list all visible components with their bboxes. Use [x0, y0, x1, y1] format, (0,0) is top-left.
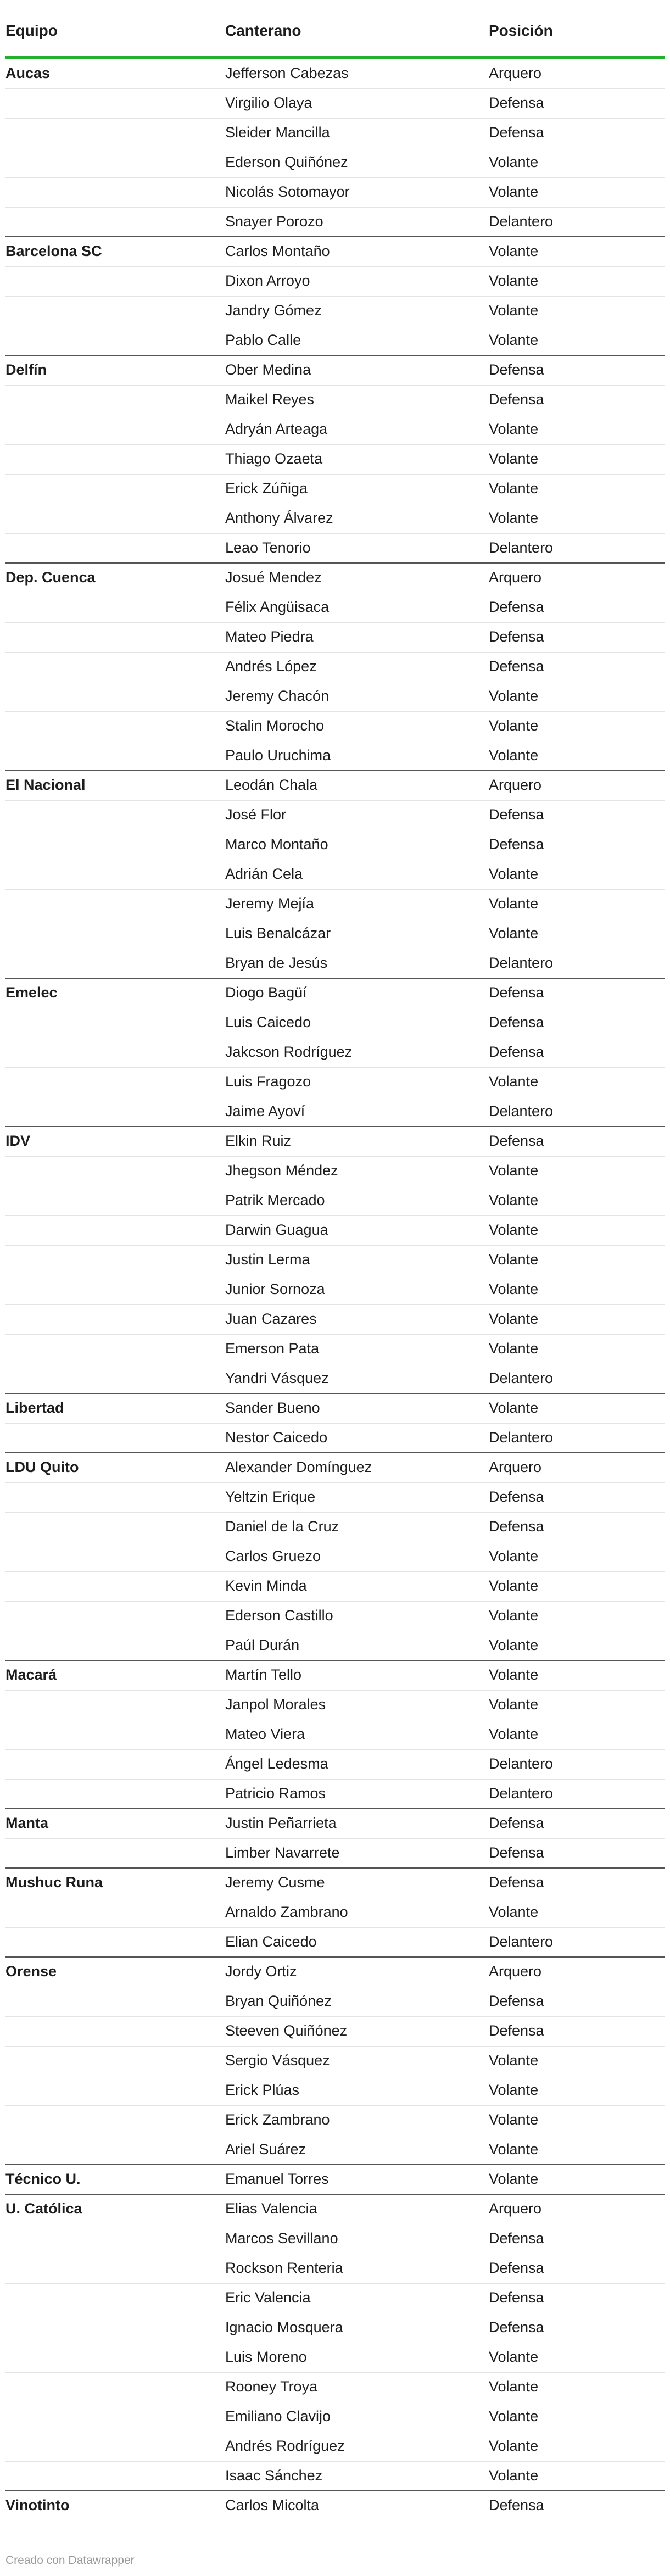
player-cell: Kevin Minda [225, 1577, 307, 1594]
table-row [5, 1542, 665, 1572]
position-cell: Arquero [489, 65, 542, 81]
position-cell: Defensa [489, 1815, 544, 1831]
position-cell: Defensa [489, 1133, 544, 1149]
position-cell: Delantero [489, 1755, 554, 1772]
table-row [5, 2195, 665, 2224]
player-cell: Carlos Micolta [225, 2497, 320, 2513]
player-cell: Jordy Ortiz [225, 1963, 297, 1980]
table-row [5, 1127, 665, 1157]
team-cell: Técnico U. [5, 2171, 81, 2187]
position-cell: Delantero [489, 955, 554, 971]
player-cell: Rooney Troya [225, 2378, 318, 2395]
table-row [5, 1869, 665, 1898]
table-row [5, 890, 665, 919]
player-cell: Paulo Uruchima [225, 747, 331, 763]
player-cell: Thiago Ozaeta [225, 450, 323, 467]
position-cell: Volante [489, 2438, 539, 2454]
table-row [5, 2017, 665, 2047]
position-cell: Volante [489, 895, 539, 912]
position-cell: Defensa [489, 806, 544, 823]
player-cell: Pablo Calle [225, 332, 302, 348]
table-row [5, 1839, 665, 1869]
position-cell: Defensa [489, 1044, 544, 1060]
position-cell: Defensa [489, 2230, 544, 2246]
table-row [5, 1572, 665, 1602]
team-cell: IDV [5, 1133, 31, 1149]
player-cell: Daniel de la Cruz [225, 1518, 339, 1535]
table-row [5, 1038, 665, 1068]
table-row [5, 2106, 665, 2135]
team-cell: Manta [5, 1815, 49, 1831]
table-row [5, 1958, 665, 1987]
player-cell: Ober Medina [225, 361, 311, 378]
player-cell: José Flor [225, 806, 287, 823]
table-row [5, 830, 665, 860]
header-posicion: Posición [489, 22, 553, 39]
position-cell: Volante [489, 2467, 539, 2484]
table-row [5, 1987, 665, 2017]
table-row [5, 2343, 665, 2373]
player-cell: Mateo Viera [225, 1726, 305, 1742]
table-row [5, 59, 665, 89]
player-cell: Bryan de Jesús [225, 955, 328, 971]
position-cell: Arquero [489, 1963, 542, 1980]
position-cell: Defensa [489, 94, 544, 111]
player-cell: Sander Bueno [225, 1399, 320, 1416]
position-cell: Volante [489, 1340, 539, 1357]
position-cell: Volante [489, 243, 539, 259]
table-row [5, 326, 665, 356]
footer-credit: Creado con Datawrapper [5, 2554, 135, 2567]
position-cell: Volante [489, 1399, 539, 1416]
table-row [5, 1216, 665, 1246]
position-cell: Defensa [489, 1488, 544, 1505]
player-cell: Jeremy Mejía [225, 895, 315, 912]
player-cell: Isaac Sánchez [225, 2467, 323, 2484]
header-canterano: Canterano [225, 22, 302, 39]
player-cell: Martín Tello [225, 1666, 302, 1683]
position-cell: Volante [489, 1222, 539, 1238]
table-row [5, 445, 665, 475]
position-cell: Volante [489, 2171, 539, 2187]
table-row [5, 2076, 665, 2106]
position-cell: Defensa [489, 2497, 544, 2513]
position-cell: Delantero [489, 1370, 554, 1386]
position-cell: Volante [489, 2349, 539, 2365]
player-cell: Dixon Arroyo [225, 272, 310, 289]
position-cell: Defensa [489, 1993, 544, 2009]
position-cell: Delantero [489, 1103, 554, 1119]
player-cell: Jhegson Méndez [225, 1162, 338, 1179]
player-cell: Adrián Cela [225, 866, 303, 882]
table-row [5, 1246, 665, 1275]
player-cell: Jaime Ayoví [225, 1103, 305, 1119]
table-row [5, 1631, 665, 1661]
table-row [5, 712, 665, 741]
table-row [5, 267, 665, 297]
position-cell: Defensa [489, 836, 544, 852]
player-cell: Anthony Álvarez [225, 510, 333, 526]
table-row [5, 801, 665, 830]
team-cell: Delfín [5, 361, 47, 378]
player-cell: Erick Zambrano [225, 2111, 330, 2128]
player-cell: Jakcson Rodríguez [225, 1044, 353, 1060]
position-cell: Defensa [489, 2260, 544, 2276]
table-row [5, 593, 665, 623]
player-cell: Patrik Mercado [225, 1192, 325, 1208]
player-cell: Emerson Pata [225, 1340, 320, 1357]
position-cell: Volante [489, 1162, 539, 1179]
team-cell: U. Católica [5, 2200, 82, 2217]
player-cell: Elkin Ruiz [225, 1133, 292, 1149]
position-cell: Defensa [489, 2319, 544, 2335]
header-equipo: Equipo [5, 22, 58, 39]
player-cell: Luis Fragozo [225, 1073, 311, 1090]
table-row [5, 119, 665, 148]
position-cell: Volante [489, 747, 539, 763]
player-cell: Erick Plúas [225, 2082, 300, 2098]
player-cell: Yeltzin Erique [225, 1488, 316, 1505]
table-row [5, 237, 665, 267]
player-cell: Jeremy Cusme [225, 1874, 325, 1891]
position-cell: Defensa [489, 599, 544, 615]
player-cell: Stalin Morocho [225, 717, 325, 734]
table-row [5, 386, 665, 415]
player-cell: Snayer Porozo [225, 213, 323, 230]
player-cell: Ignacio Mosquera [225, 2319, 343, 2335]
player-cell: Andrés López [225, 658, 317, 674]
position-cell: Volante [489, 2082, 539, 2098]
position-cell: Defensa [489, 628, 544, 645]
table-row [5, 1691, 665, 1720]
position-cell: Volante [489, 421, 539, 437]
player-cell: Adryán Arteaga [225, 421, 328, 437]
player-cell: Ángel Ledesma [225, 1755, 328, 1772]
table-row [5, 1898, 665, 1928]
player-cell: Justin Peñarrieta [225, 1815, 337, 1831]
position-cell: Defensa [489, 1874, 544, 1891]
player-cell: Junior Sornoza [225, 1281, 325, 1297]
table-row [5, 2462, 665, 2491]
position-cell: Volante [489, 510, 539, 526]
player-cell: Mateo Piedra [225, 628, 314, 645]
team-cell: Aucas [5, 65, 51, 81]
table-row [5, 2313, 665, 2343]
position-cell: Volante [489, 2111, 539, 2128]
table-row [5, 148, 665, 178]
player-cell: Elias Valencia [225, 2200, 317, 2217]
position-cell: Volante [489, 925, 539, 941]
player-cell: Luis Moreno [225, 2349, 307, 2365]
table-row [5, 178, 665, 208]
table-row [5, 2491, 665, 2521]
position-cell: Volante [489, 1577, 539, 1594]
player-cell: Yandri Vásquez [225, 1370, 329, 1386]
table-row [5, 475, 665, 504]
position-cell: Volante [489, 1607, 539, 1624]
team-cell: Dep. Cuenca [5, 569, 96, 586]
player-cell: Ariel Suárez [225, 2141, 306, 2157]
player-cell: Diogo Bagüí [225, 984, 307, 1001]
player-cell: Josué Mendez [225, 569, 322, 586]
position-cell: Volante [489, 302, 539, 319]
player-cell: Bryan Quiñónez [225, 1993, 332, 2009]
position-cell: Volante [489, 154, 539, 170]
table-row [5, 949, 665, 979]
table-row [5, 919, 665, 949]
position-cell: Volante [489, 717, 539, 734]
table-body [5, 59, 665, 2521]
position-cell: Volante [489, 1696, 539, 1713]
table-row [5, 623, 665, 653]
table-row [5, 1275, 665, 1305]
position-cell: Arquero [489, 569, 542, 586]
table-row [5, 504, 665, 534]
data-table [5, 14, 665, 2521]
player-cell: Darwin Guagua [225, 1222, 328, 1238]
position-cell: Volante [489, 2141, 539, 2157]
position-cell: Volante [489, 1637, 539, 1653]
table-row [5, 1720, 665, 1750]
player-cell: Emanuel Torres [225, 2171, 329, 2187]
player-cell: Arnaldo Zambrano [225, 1904, 348, 1920]
position-cell: Defensa [489, 658, 544, 674]
position-cell: Defensa [489, 1518, 544, 1535]
team-cell: Macará [5, 1666, 57, 1683]
table-row [5, 1394, 665, 1424]
player-cell: Alexander Domínguez [225, 1459, 372, 1475]
table-row [5, 682, 665, 712]
player-cell: Emiliano Clavijo [225, 2408, 331, 2424]
table-row [5, 2135, 665, 2165]
position-cell: Defensa [489, 1844, 544, 1861]
position-cell: Volante [489, 1251, 539, 1268]
table-row [5, 297, 665, 326]
player-cell: Ederson Quiñónez [225, 154, 348, 170]
player-cell: Jandry Gómez [225, 302, 322, 319]
table-row [5, 1335, 665, 1364]
player-cell: Carlos Montaño [225, 243, 330, 259]
player-cell: Nicolás Sotomayor [225, 183, 350, 200]
player-cell: Jefferson Cabezas [225, 65, 349, 81]
position-cell: Defensa [489, 2289, 544, 2306]
team-cell: Emelec [5, 984, 58, 1001]
player-cell: Jeremy Chacón [225, 688, 330, 704]
table-row [5, 2254, 665, 2284]
table-row [5, 415, 665, 445]
team-cell: LDU Quito [5, 1459, 79, 1475]
position-cell: Defensa [489, 361, 544, 378]
position-cell: Volante [489, 1548, 539, 1564]
position-cell: Volante [489, 2052, 539, 2068]
player-cell: Eric Valencia [225, 2289, 311, 2306]
position-cell: Defensa [489, 1014, 544, 1030]
player-cell: Ederson Castillo [225, 1607, 333, 1624]
table-row [5, 1513, 665, 1542]
position-cell: Volante [489, 1192, 539, 1208]
table-row [5, 979, 665, 1008]
player-cell: Maikel Reyes [225, 391, 315, 408]
team-cell: Mushuc Runa [5, 1874, 103, 1891]
table-row [5, 1305, 665, 1335]
table-row [5, 1928, 665, 1958]
table-row [5, 564, 665, 593]
player-cell: Andrés Rodríguez [225, 2438, 345, 2454]
position-cell: Volante [489, 450, 539, 467]
team-cell: El Nacional [5, 777, 86, 793]
table-row [5, 1097, 665, 1127]
team-cell: Barcelona SC [5, 243, 102, 259]
table-row [5, 89, 665, 119]
position-cell: Volante [489, 866, 539, 882]
table-header [5, 14, 665, 59]
position-cell: Volante [489, 1666, 539, 1683]
table-row [5, 1008, 665, 1038]
position-cell: Defensa [489, 2022, 544, 2039]
player-cell: Carlos Gruezo [225, 1548, 321, 1564]
table-row [5, 741, 665, 771]
player-cell: Juan Cazares [225, 1311, 317, 1327]
table-row [5, 1661, 665, 1691]
player-cell: Leao Tenorio [225, 539, 311, 556]
table-row [5, 534, 665, 564]
player-cell: Rockson Renteria [225, 2260, 343, 2276]
position-cell: Volante [489, 1726, 539, 1742]
table-row [5, 1809, 665, 1839]
player-cell: Erick Zúñiga [225, 480, 308, 497]
table-row [5, 1750, 665, 1780]
position-cell: Volante [489, 1073, 539, 1090]
player-cell: Justin Lerma [225, 1251, 310, 1268]
position-cell: Arquero [489, 1459, 542, 1475]
position-cell: Volante [489, 1311, 539, 1327]
table-row [5, 2284, 665, 2313]
position-cell: Volante [489, 2408, 539, 2424]
table-row [5, 1424, 665, 1453]
player-cell: Leodán Chala [225, 777, 318, 793]
table-row [5, 356, 665, 386]
player-cell: Marco Montaño [225, 836, 328, 852]
position-cell: Defensa [489, 124, 544, 141]
table-row [5, 1186, 665, 1216]
position-cell: Volante [489, 272, 539, 289]
table-row [5, 1453, 665, 1483]
table-row [5, 1364, 665, 1394]
position-cell: Volante [489, 183, 539, 200]
position-cell: Volante [489, 1281, 539, 1297]
table-row [5, 2432, 665, 2462]
position-cell: Delantero [489, 1933, 554, 1950]
team-cell: Libertad [5, 1399, 64, 1416]
player-cell: Steeven Quiñónez [225, 2022, 348, 2039]
position-cell: Defensa [489, 391, 544, 408]
table-row [5, 860, 665, 890]
position-cell: Defensa [489, 984, 544, 1001]
player-cell: Janpol Morales [225, 1696, 326, 1713]
team-cell: Orense [5, 1963, 57, 1980]
player-cell: Elian Caicedo [225, 1933, 317, 1950]
player-cell: Félix Angüisaca [225, 599, 330, 615]
table-row [5, 2402, 665, 2432]
position-cell: Volante [489, 688, 539, 704]
table-row [5, 1602, 665, 1631]
position-cell: Delantero [489, 1429, 554, 1446]
table-row [5, 2373, 665, 2402]
player-cell: Luis Benalcázar [225, 925, 331, 941]
position-cell: Volante [489, 1904, 539, 1920]
table-row [5, 208, 665, 237]
player-cell: Limber Navarrete [225, 1844, 340, 1861]
player-cell: Virgilio Olaya [225, 94, 312, 111]
player-cell: Patricio Ramos [225, 1785, 326, 1802]
position-cell: Delantero [489, 1785, 554, 1802]
player-cell: Marcos Sevillano [225, 2230, 338, 2246]
table-row [5, 2224, 665, 2254]
position-cell: Delantero [489, 213, 554, 230]
position-cell: Volante [489, 480, 539, 497]
player-cell: Nestor Caicedo [225, 1429, 328, 1446]
team-cell: Vinotinto [5, 2497, 70, 2513]
position-cell: Delantero [489, 539, 554, 556]
position-cell: Arquero [489, 777, 542, 793]
table-row [5, 1483, 665, 1513]
table-row [5, 653, 665, 682]
table-row [5, 2047, 665, 2076]
table-row [5, 1068, 665, 1097]
player-cell: Sergio Vásquez [225, 2052, 330, 2068]
table-row [5, 1157, 665, 1186]
player-cell: Sleider Mancilla [225, 124, 330, 141]
table-row [5, 771, 665, 801]
position-cell: Volante [489, 332, 539, 348]
table-row [5, 2165, 665, 2195]
position-cell: Volante [489, 2378, 539, 2395]
player-cell: Luis Caicedo [225, 1014, 311, 1030]
player-cell: Paúl Durán [225, 1637, 300, 1653]
position-cell: Arquero [489, 2200, 542, 2217]
table-row [5, 1780, 665, 1809]
